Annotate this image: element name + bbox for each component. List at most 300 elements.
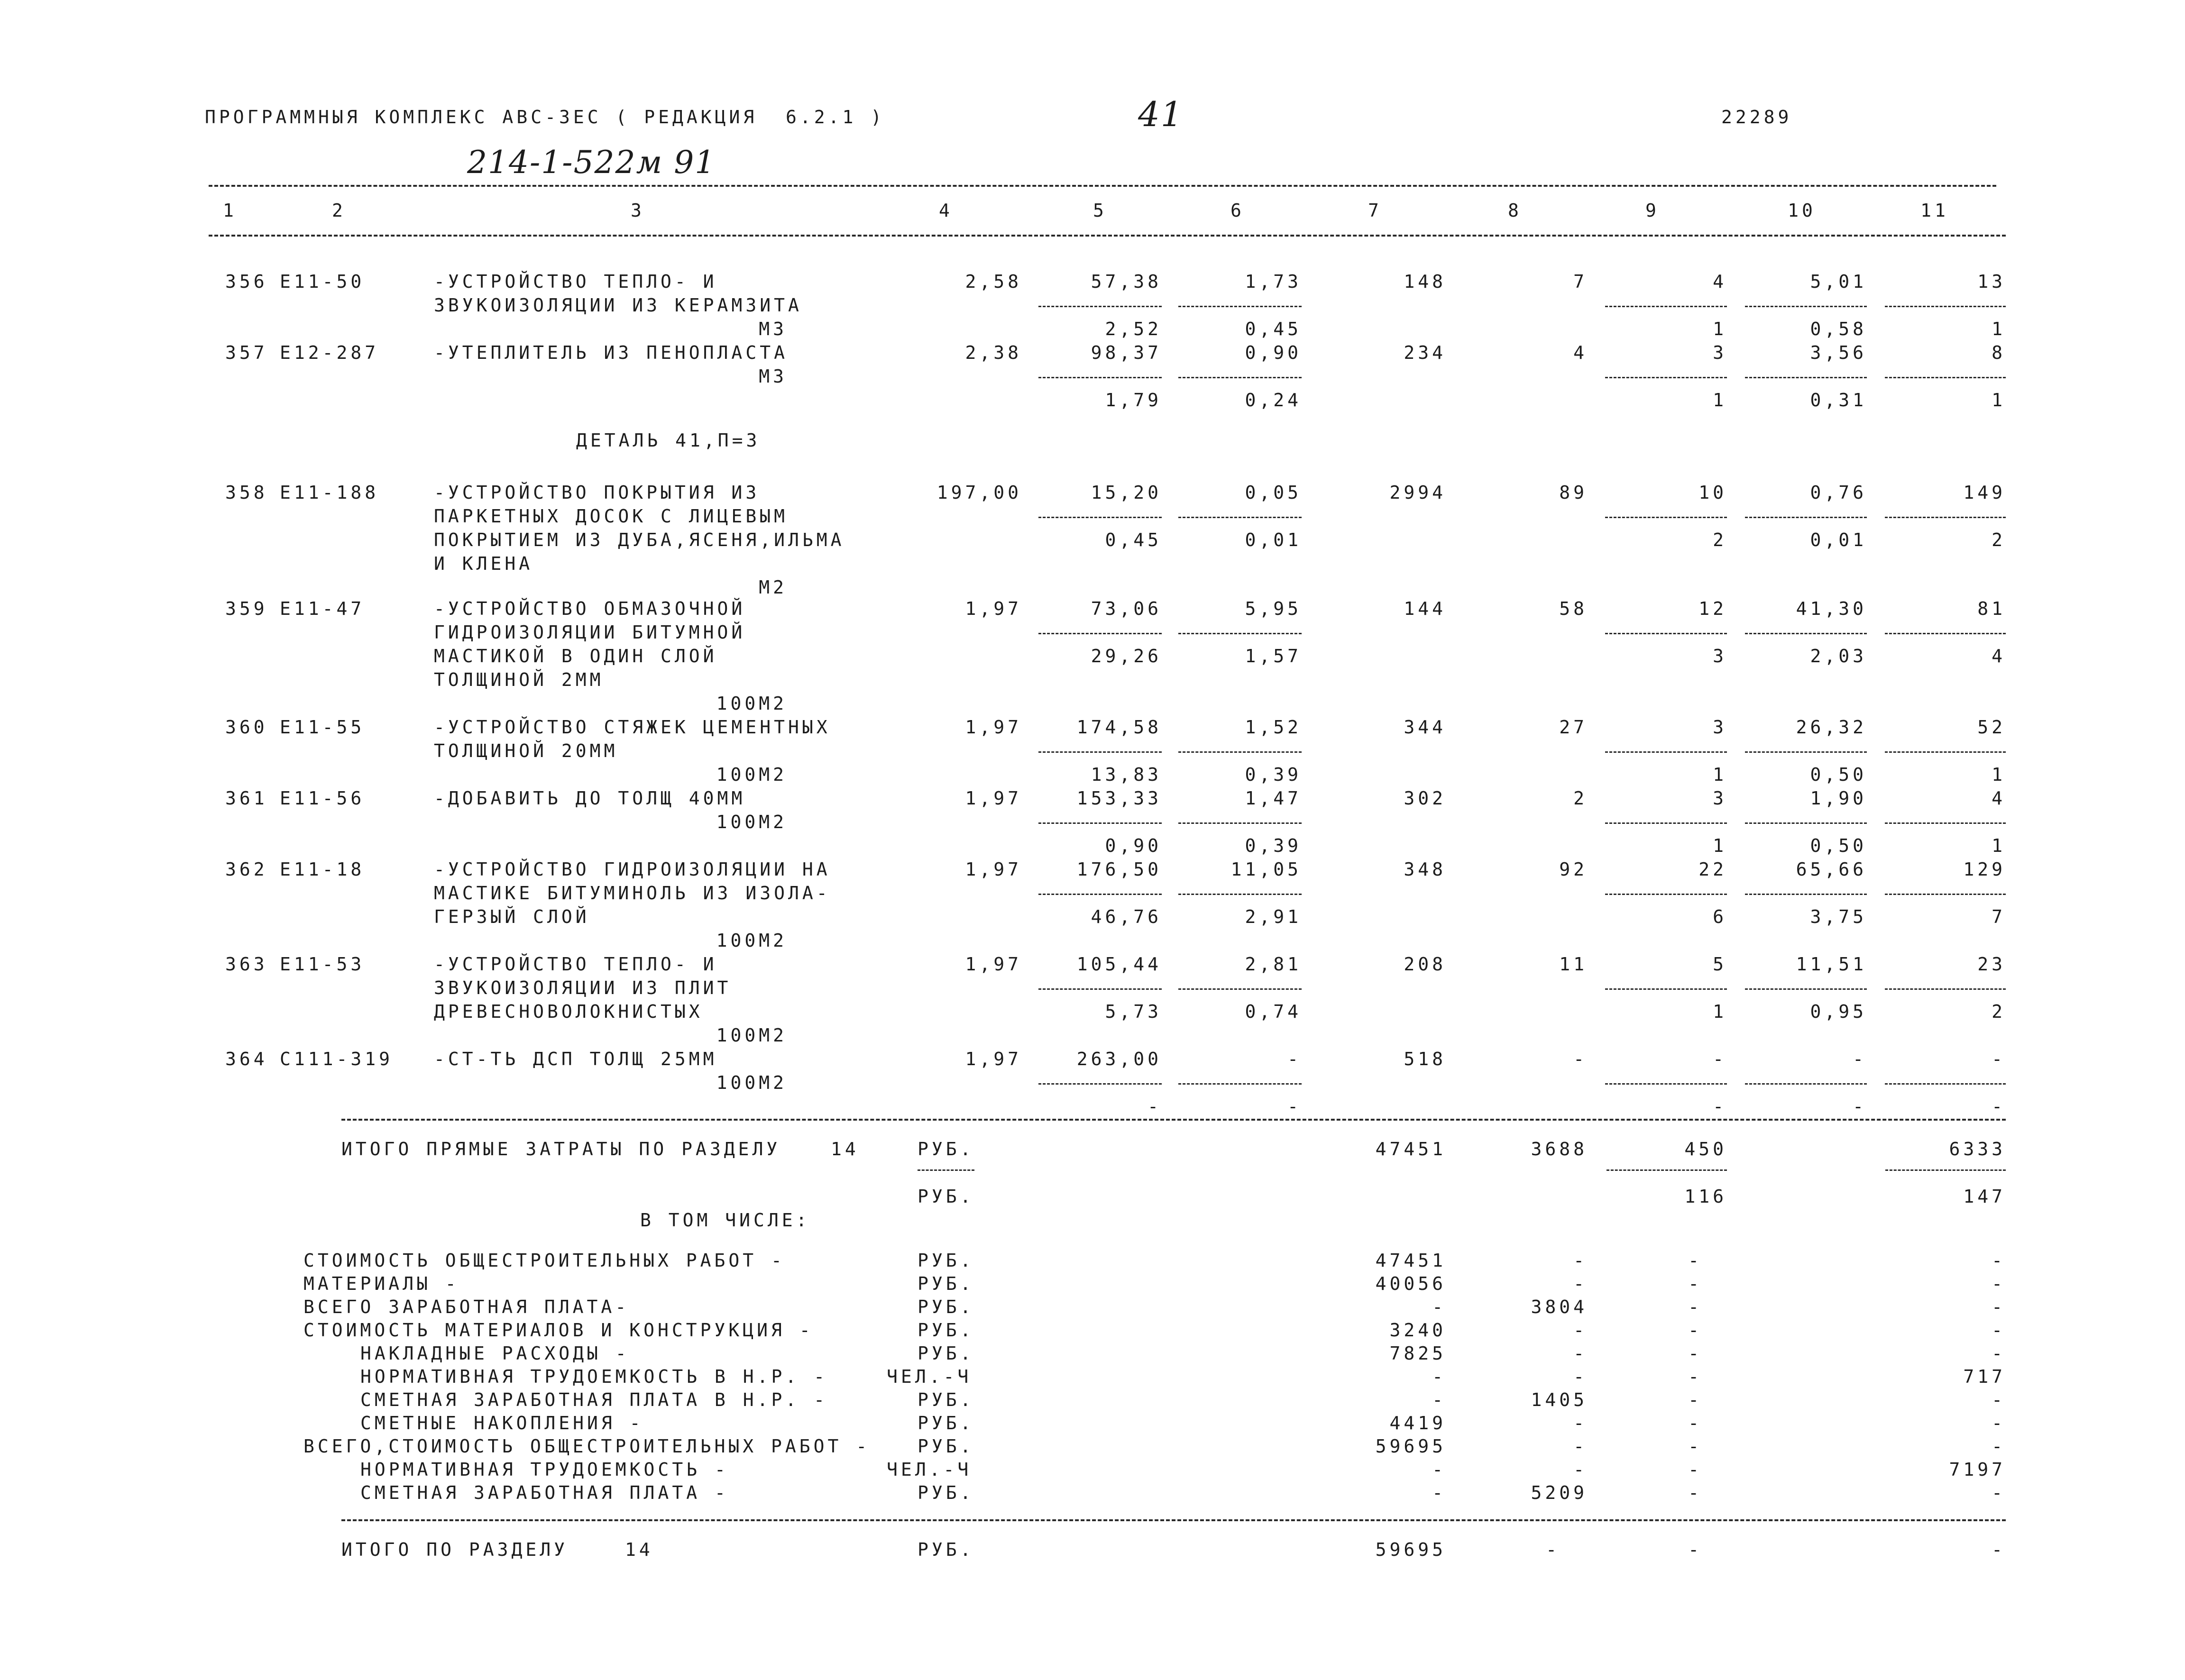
row-description: ПАРКЕТНЫХ ДОСОК С ЛИЦЕВЫМ <box>434 506 788 527</box>
row-value-c9: - <box>1713 1049 1727 1069</box>
row-value-c11: 129 <box>1963 859 2006 880</box>
row-sub-c9: 1 <box>1713 1001 1727 1022</box>
row-value-c5: 57,38 <box>1091 271 1162 292</box>
split-rule <box>1178 894 1302 895</box>
split-rule <box>1885 751 2006 753</box>
breakdown-unit: РУБ. <box>918 1436 974 1457</box>
row-sub-c6: - <box>1287 1096 1302 1117</box>
page-number: 41 <box>1138 94 1184 134</box>
breakdown-col8: - <box>1573 1343 1588 1364</box>
breakdown-unit: РУБ. <box>918 1250 974 1271</box>
row-sub-c10: 0,58 <box>1810 319 1867 339</box>
row-sub-c5: 13,83 <box>1091 764 1162 785</box>
breakdown-label: СМЕТНЫЕ НАКОПЛЕНИЯ - <box>360 1413 644 1433</box>
breakdown-col11: - <box>1992 1436 2006 1457</box>
breakdown-label: ВСЕГО ЗАРАБОТНАЯ ПЛАТА- <box>303 1297 630 1317</box>
row-value-c11: 8 <box>1992 342 2006 363</box>
row-sub-c5: 5,73 <box>1105 1001 1162 1022</box>
handwritten-reference: 214-1-522м 91 <box>467 144 716 181</box>
breakdown-col11: - <box>1992 1343 2006 1364</box>
row-sub-c6: 0,45 <box>1245 319 1302 339</box>
split-rule <box>1038 377 1162 378</box>
row-sub-c11: 1 <box>1992 319 2006 339</box>
split-rule <box>1038 306 1162 307</box>
row-description: МАСТИКЕ БИТУМИНОЛЬ ИЗ ИЗОЛА- <box>434 883 831 904</box>
split-rule <box>1605 517 1727 518</box>
row-sub-c9: 1 <box>1713 319 1727 339</box>
row-description: ТОЛЩИНОЙ 20ММ <box>434 740 618 761</box>
split-rule <box>1038 894 1162 895</box>
totals-rule <box>341 1119 2006 1121</box>
row-value-c11: 149 <box>1963 482 2006 503</box>
breakdown-col7: 7825 <box>1389 1343 1446 1364</box>
row-code: Е11-47 <box>280 598 365 619</box>
breakdown-unit: РУБ. <box>918 1273 974 1294</box>
split-rule <box>1745 751 1867 753</box>
row-sub-c10: 0,95 <box>1810 1001 1867 1022</box>
row-value-c8: 92 <box>1559 859 1588 880</box>
row-sub-c9: 1 <box>1713 390 1727 411</box>
column-number: 6 <box>1230 200 1245 221</box>
split-rule <box>1178 751 1302 753</box>
row-value-c7: 302 <box>1404 788 1446 809</box>
column-number: 4 <box>939 200 953 221</box>
breakdown-label: НОРМАТИВНАЯ ТРУДОЕМКОСТЬ - <box>360 1459 729 1480</box>
breakdown-label: МАТЕРИАЛЫ - <box>303 1273 459 1294</box>
breakdown-col8: - <box>1573 1250 1588 1271</box>
row-sub-c9: - <box>1713 1096 1727 1117</box>
row-code: Е11-188 <box>280 482 379 503</box>
row-sub-c6: 0,24 <box>1245 390 1302 411</box>
direct-costs-col7: 47451 <box>1375 1139 1446 1160</box>
row-sub-c11: 1 <box>1992 390 2006 411</box>
breakdown-col8: - <box>1573 1436 1588 1457</box>
direct-costs-section: 14 <box>831 1139 859 1160</box>
row-value-c5: 105,44 <box>1076 954 1162 975</box>
split-rule <box>1885 894 2006 895</box>
split-rule <box>1605 988 1727 990</box>
section-total-col11: - <box>1992 1539 2006 1560</box>
split-rule <box>1038 988 1162 990</box>
section-total-col7: 59695 <box>1375 1539 1446 1560</box>
row-number: 357 <box>225 342 268 363</box>
row-value-c6: 2,81 <box>1245 954 1302 975</box>
row-code: Е12-287 <box>280 342 379 363</box>
row-sub-c6: 2,91 <box>1245 906 1302 927</box>
row-value-c8: 58 <box>1559 598 1588 619</box>
row-value-c11: 52 <box>1977 717 2006 738</box>
split-rule <box>1885 822 2006 824</box>
split-rule <box>1885 988 2006 990</box>
row-value-c11: 13 <box>1977 271 2006 292</box>
split-rule <box>1885 517 2006 518</box>
row-unit: 100М2 <box>716 812 787 832</box>
row-sub-c9: 1 <box>1713 835 1727 856</box>
row-sub-c11: 4 <box>1992 646 2006 667</box>
column-number: 5 <box>1093 200 1107 221</box>
row-unit: 100М2 <box>716 1025 787 1046</box>
breakdown-col11: - <box>1992 1297 2006 1317</box>
row-value-c7: 2994 <box>1389 482 1446 503</box>
document-number: 22289 <box>1721 107 1792 128</box>
breakdown-col7: - <box>1432 1389 1446 1410</box>
column-number: 9 <box>1645 200 1660 221</box>
direct-costs-col8: 3688 <box>1531 1139 1588 1160</box>
row-code: С111-319 <box>280 1049 394 1069</box>
breakdown-label: СТОИМОСТЬ ОБЩЕСТРОИТЕЛЬНЫХ РАБОТ - <box>303 1250 785 1271</box>
row-sub-c5: 0,90 <box>1105 835 1162 856</box>
row-value-c11: - <box>1992 1049 2006 1069</box>
row-value-c9: 3 <box>1713 788 1727 809</box>
row-description: -УСТРОЙСТВО ТЕПЛО- И <box>434 954 717 975</box>
row-value-c8: 4 <box>1573 342 1588 363</box>
row-number: 359 <box>225 598 268 619</box>
breakdown-label: СМЕТНАЯ ЗАРАБОТНАЯ ПЛАТА В Н.Р. - <box>360 1389 828 1410</box>
row-value-c10: 1,90 <box>1810 788 1867 809</box>
breakdown-unit: ЧЕЛ.-Ч <box>887 1366 972 1387</box>
row-code: Е11-18 <box>280 859 365 880</box>
breakdown-col8: - <box>1573 1413 1588 1433</box>
row-value-c6: 1,47 <box>1245 788 1302 809</box>
row-sub-c9: 1 <box>1713 764 1727 785</box>
split-rule <box>1885 1083 2006 1085</box>
row-value-c10: 11,51 <box>1796 954 1867 975</box>
split-rule <box>1745 894 1867 895</box>
row-value-c9: 12 <box>1698 598 1727 619</box>
row-value-c9: 3 <box>1713 342 1727 363</box>
row-value-c9: 22 <box>1698 859 1727 880</box>
row-description: ПОКРЫТИЕМ ИЗ ДУБА,ЯСЕНЯ,ИЛЬМА <box>434 530 845 550</box>
row-value-c5: 98,37 <box>1091 342 1162 363</box>
row-quantity: 1,97 <box>965 788 1022 809</box>
row-quantity: 1,97 <box>965 598 1022 619</box>
split-rule <box>1605 377 1727 378</box>
row-value-c7: 208 <box>1404 954 1446 975</box>
row-sub-c11: - <box>1992 1096 2006 1117</box>
row-code: Е11-55 <box>280 717 365 738</box>
row-value-c8: 11 <box>1559 954 1588 975</box>
split-rule <box>1038 633 1162 634</box>
split-rule <box>1178 306 1302 307</box>
row-value-c7: 144 <box>1404 598 1446 619</box>
row-value-c10: - <box>1853 1049 1867 1069</box>
row-description: ЗВУКОИЗОЛЯЦИИ ИЗ ПЛИТ <box>434 977 732 998</box>
row-code: Е11-56 <box>280 788 365 809</box>
row-value-c6: 1,52 <box>1245 717 1302 738</box>
row-code: Е11-50 <box>280 271 365 292</box>
row-description: ДРЕВЕСНОВОЛОКНИСТЫХ <box>434 1001 703 1022</box>
breakdown-col9: - <box>1688 1320 1702 1341</box>
row-value-c6: 1,73 <box>1245 271 1302 292</box>
unit-split-rule <box>918 1169 974 1171</box>
row-value-c6: 5,95 <box>1245 598 1302 619</box>
split-rule <box>1178 988 1302 990</box>
breakdown-col9: - <box>1688 1482 1702 1503</box>
row-sub-c11: 2 <box>1992 530 2006 550</box>
row-value-c5: 153,33 <box>1076 788 1162 809</box>
row-quantity: 1,97 <box>965 717 1022 738</box>
breakdown-col7: 4419 <box>1389 1413 1446 1433</box>
row-description: И КЛЕНА <box>434 553 533 574</box>
row-description: -УТЕПЛИТЕЛЬ ИЗ ПЕНОПЛАСТА <box>434 342 788 363</box>
breakdown-col11: 7197 <box>1949 1459 2006 1480</box>
row-sub-c5: 29,26 <box>1091 646 1162 667</box>
row-sub-c5: 46,76 <box>1091 906 1162 927</box>
breakdown-unit: РУБ. <box>918 1413 974 1433</box>
row-description: -УСТРОЙСТВО ПОКРЫТИЯ ИЗ <box>434 482 760 503</box>
breakdown-col8: - <box>1573 1273 1588 1294</box>
row-value-c9: 4 <box>1713 271 1727 292</box>
row-description: -СТ-ТЬ ДСП ТОЛЩ 25ММ <box>434 1049 717 1069</box>
split-rule <box>1745 517 1867 518</box>
column-number: 7 <box>1368 200 1382 221</box>
row-unit: М2 <box>759 577 787 598</box>
row-value-c8: - <box>1573 1049 1588 1069</box>
split-rule <box>1605 822 1727 824</box>
col9-split-rule <box>1607 1169 1727 1171</box>
row-number: 361 <box>225 788 268 809</box>
row-number: 362 <box>225 859 268 880</box>
breakdown-col11: - <box>1992 1482 2006 1503</box>
breakdown-col9: - <box>1688 1389 1702 1410</box>
row-quantity: 1,97 <box>965 1049 1022 1069</box>
row-number: 360 <box>225 717 268 738</box>
breakdown-col7: 40056 <box>1375 1273 1446 1294</box>
row-sub-c10: 0,50 <box>1810 835 1867 856</box>
program-title: ПРОГРАММНЫЯ КОМПЛЕКС АВС-3ЕС ( РЕДАКЦИЯ 6.2.1 ) <box>205 107 885 128</box>
breakdown-col7: - <box>1432 1297 1446 1317</box>
breakdown-col9: - <box>1688 1436 1702 1457</box>
column-number: 11 <box>1920 200 1949 221</box>
breakdown-col11: - <box>1992 1320 2006 1341</box>
header-rule-bottom <box>209 235 2006 237</box>
row-description: -УСТРОЙСТВО ОБМАЗОЧНОЙ <box>434 598 746 619</box>
final-rule <box>341 1519 2006 1521</box>
row-quantity: 2,38 <box>965 342 1022 363</box>
direct-costs-label: ИТОГО ПРЯМЫЕ ЗАТРАТЫ ПО РАЗДЕЛУ <box>341 1139 781 1160</box>
row-sub-c11: 7 <box>1992 906 2006 927</box>
split-rule <box>1605 751 1727 753</box>
row-description: ГИДРОИЗОЛЯЦИИ БИТУМНОЙ <box>434 622 746 643</box>
column-number: 2 <box>332 200 346 221</box>
split-rule <box>1745 1083 1867 1085</box>
row-value-c10: 65,66 <box>1796 859 1867 880</box>
row-value-c8: 2 <box>1573 788 1588 809</box>
row-sub-c5: - <box>1148 1096 1162 1117</box>
breakdown-col9: - <box>1688 1273 1702 1294</box>
section-total-number: 14 <box>625 1539 653 1560</box>
row-value-c11: 23 <box>1977 954 2006 975</box>
detail-heading: ДЕТАЛЬ 41,П=3 <box>576 430 761 451</box>
row-unit: 100М2 <box>716 693 787 714</box>
row-unit: М3 <box>759 319 787 339</box>
breakdown-col8: 5209 <box>1531 1482 1588 1503</box>
breakdown-col9: - <box>1688 1343 1702 1364</box>
row-value-c5: 15,20 <box>1091 482 1162 503</box>
breakdown-unit: РУБ. <box>918 1482 974 1503</box>
row-value-c7: 518 <box>1404 1049 1446 1069</box>
breakdown-unit: РУБ. <box>918 1389 974 1410</box>
header-rule-top <box>209 185 1996 187</box>
breakdown-unit: ЧЕЛ.-Ч <box>887 1459 972 1480</box>
split-rule <box>1178 822 1302 824</box>
section-total-col9: - <box>1688 1539 1702 1560</box>
row-number: 358 <box>225 482 268 503</box>
row-unit: 100М2 <box>716 930 787 951</box>
row-value-c5: 73,06 <box>1091 598 1162 619</box>
row-description: -ДОБАВИТЬ ДО ТОЛЩ 40ММ <box>434 788 746 809</box>
direct-costs-unit: РУБ. <box>918 1139 974 1160</box>
section-total-unit: РУБ. <box>918 1539 974 1560</box>
row-number: 364 <box>225 1049 268 1069</box>
row-sub-c6: 0,39 <box>1245 764 1302 785</box>
row-sub-c11: 1 <box>1992 764 2006 785</box>
row-value-c8: 27 <box>1559 717 1588 738</box>
row-sub-c5: 1,79 <box>1105 390 1162 411</box>
split-rule <box>1745 377 1867 378</box>
split-rule <box>1745 822 1867 824</box>
breakdown-col7: 59695 <box>1375 1436 1446 1457</box>
row-value-c9: 3 <box>1713 717 1727 738</box>
split-rule <box>1038 751 1162 753</box>
row-quantity: 1,97 <box>965 859 1022 880</box>
row-value-c6: 11,05 <box>1230 859 1302 880</box>
split-rule <box>1605 306 1727 307</box>
breakdown-unit: РУБ. <box>918 1297 974 1317</box>
row-sub-c9: 3 <box>1713 646 1727 667</box>
row-quantity: 2,58 <box>965 271 1022 292</box>
row-unit: М3 <box>759 366 787 387</box>
split-rule <box>1745 306 1867 307</box>
row-sub-c9: 2 <box>1713 530 1727 550</box>
breakdown-unit: РУБ. <box>918 1343 974 1364</box>
split-rule <box>1605 633 1727 634</box>
row-sub-c10: - <box>1853 1096 1867 1117</box>
split-rule <box>1038 1083 1162 1085</box>
row-description: ТОЛЩИНОЙ 2ММ <box>434 669 604 690</box>
breakdown-col11: - <box>1992 1389 2006 1410</box>
row-value-c7: 344 <box>1404 717 1446 738</box>
row-value-c9: 10 <box>1698 482 1727 503</box>
row-sub-c5: 2,52 <box>1105 319 1162 339</box>
row-value-c11: 81 <box>1977 598 2006 619</box>
breakdown-col7: - <box>1432 1482 1446 1503</box>
row-value-c8: 89 <box>1559 482 1588 503</box>
breakdown-col11: - <box>1992 1413 2006 1433</box>
direct-costs-col9: 450 <box>1684 1139 1727 1160</box>
split-rule <box>1745 633 1867 634</box>
breakdown-col11: - <box>1992 1273 2006 1294</box>
row-number: 356 <box>225 271 268 292</box>
row-value-c10: 41,30 <box>1796 598 1867 619</box>
row-sub-c11: 2 <box>1992 1001 2006 1022</box>
row-sub-c10: 0,50 <box>1810 764 1867 785</box>
row-sub-c6: 1,57 <box>1245 646 1302 667</box>
row-value-c5: 263,00 <box>1076 1049 1162 1069</box>
row-value-c7: 234 <box>1404 342 1446 363</box>
breakdown-label: СТОИМОСТЬ МАТЕРИАЛОВ И КОНСТРУКЦИЯ - <box>303 1320 814 1341</box>
direct-costs-col11-sub: 147 <box>1963 1186 2006 1207</box>
split-rule <box>1745 988 1867 990</box>
breakdown-col7: 47451 <box>1375 1250 1446 1271</box>
split-rule <box>1038 822 1162 824</box>
breakdown-label: СМЕТНАЯ ЗАРАБОТНАЯ ПЛАТА - <box>360 1482 729 1503</box>
row-sub-c9: 6 <box>1713 906 1727 927</box>
row-value-c7: 148 <box>1404 271 1446 292</box>
direct-costs-unit-2: РУБ. <box>918 1186 974 1207</box>
row-value-c5: 176,50 <box>1076 859 1162 880</box>
row-number: 363 <box>225 954 268 975</box>
row-sub-c5: 0,45 <box>1105 530 1162 550</box>
breakdown-col8: 1405 <box>1531 1389 1588 1410</box>
row-value-c6: - <box>1287 1049 1302 1069</box>
breakdown-unit: РУБ. <box>918 1320 974 1341</box>
column-number: 10 <box>1788 200 1816 221</box>
row-sub-c6: 0,01 <box>1245 530 1302 550</box>
split-rule <box>1885 633 2006 634</box>
split-rule <box>1178 1083 1302 1085</box>
row-value-c6: 0,90 <box>1245 342 1302 363</box>
direct-costs-col9-sub: 116 <box>1684 1186 1727 1207</box>
split-rule <box>1038 517 1162 518</box>
row-sub-c10: 2,03 <box>1810 646 1867 667</box>
row-value-c10: 0,76 <box>1810 482 1867 503</box>
breakdown-col9: - <box>1688 1366 1702 1387</box>
row-value-c10: 3,56 <box>1810 342 1867 363</box>
column-number: 3 <box>631 200 645 221</box>
split-rule <box>1605 894 1727 895</box>
row-code: Е11-53 <box>280 954 365 975</box>
breakdown-col8: - <box>1573 1320 1588 1341</box>
including-heading: В ТОМ ЧИСЛЕ: <box>640 1210 810 1231</box>
breakdown-col9: - <box>1688 1297 1702 1317</box>
row-sub-c6: 0,39 <box>1245 835 1302 856</box>
row-sub-c10: 3,75 <box>1810 906 1867 927</box>
breakdown-col11: - <box>1992 1250 2006 1271</box>
breakdown-col8: 3804 <box>1531 1297 1588 1317</box>
breakdown-col9: - <box>1688 1413 1702 1433</box>
col11-split-rule <box>1885 1169 2006 1171</box>
row-sub-c10: 0,01 <box>1810 530 1867 550</box>
breakdown-col8: - <box>1573 1366 1588 1387</box>
row-unit: 100М2 <box>716 764 787 785</box>
section-total-col8: - <box>1546 1539 1560 1560</box>
row-value-c11: 4 <box>1992 788 2006 809</box>
row-sub-c6: 0,74 <box>1245 1001 1302 1022</box>
breakdown-col7: - <box>1432 1459 1446 1480</box>
row-value-c10: 26,32 <box>1796 717 1867 738</box>
row-quantity: 1,97 <box>965 954 1022 975</box>
row-value-c7: 348 <box>1404 859 1446 880</box>
breakdown-col11: 717 <box>1963 1366 2006 1387</box>
split-rule <box>1885 377 2006 378</box>
split-rule <box>1178 377 1302 378</box>
breakdown-col9: - <box>1688 1459 1702 1480</box>
row-unit: 100М2 <box>716 1072 787 1093</box>
breakdown-col8: - <box>1573 1459 1588 1480</box>
breakdown-col7: 3240 <box>1389 1320 1446 1341</box>
breakdown-col7: - <box>1432 1366 1446 1387</box>
row-description: ГЕРЗЫЙ СЛОЙ <box>434 906 590 927</box>
row-value-c6: 0,05 <box>1245 482 1302 503</box>
section-total-label: ИТОГО ПО РАЗДЕЛУ <box>341 1539 569 1560</box>
split-rule <box>1178 633 1302 634</box>
row-value-c8: 7 <box>1573 271 1588 292</box>
split-rule <box>1178 517 1302 518</box>
row-sub-c11: 1 <box>1992 835 2006 856</box>
row-quantity: 197,00 <box>936 482 1022 503</box>
row-value-c5: 174,58 <box>1076 717 1162 738</box>
